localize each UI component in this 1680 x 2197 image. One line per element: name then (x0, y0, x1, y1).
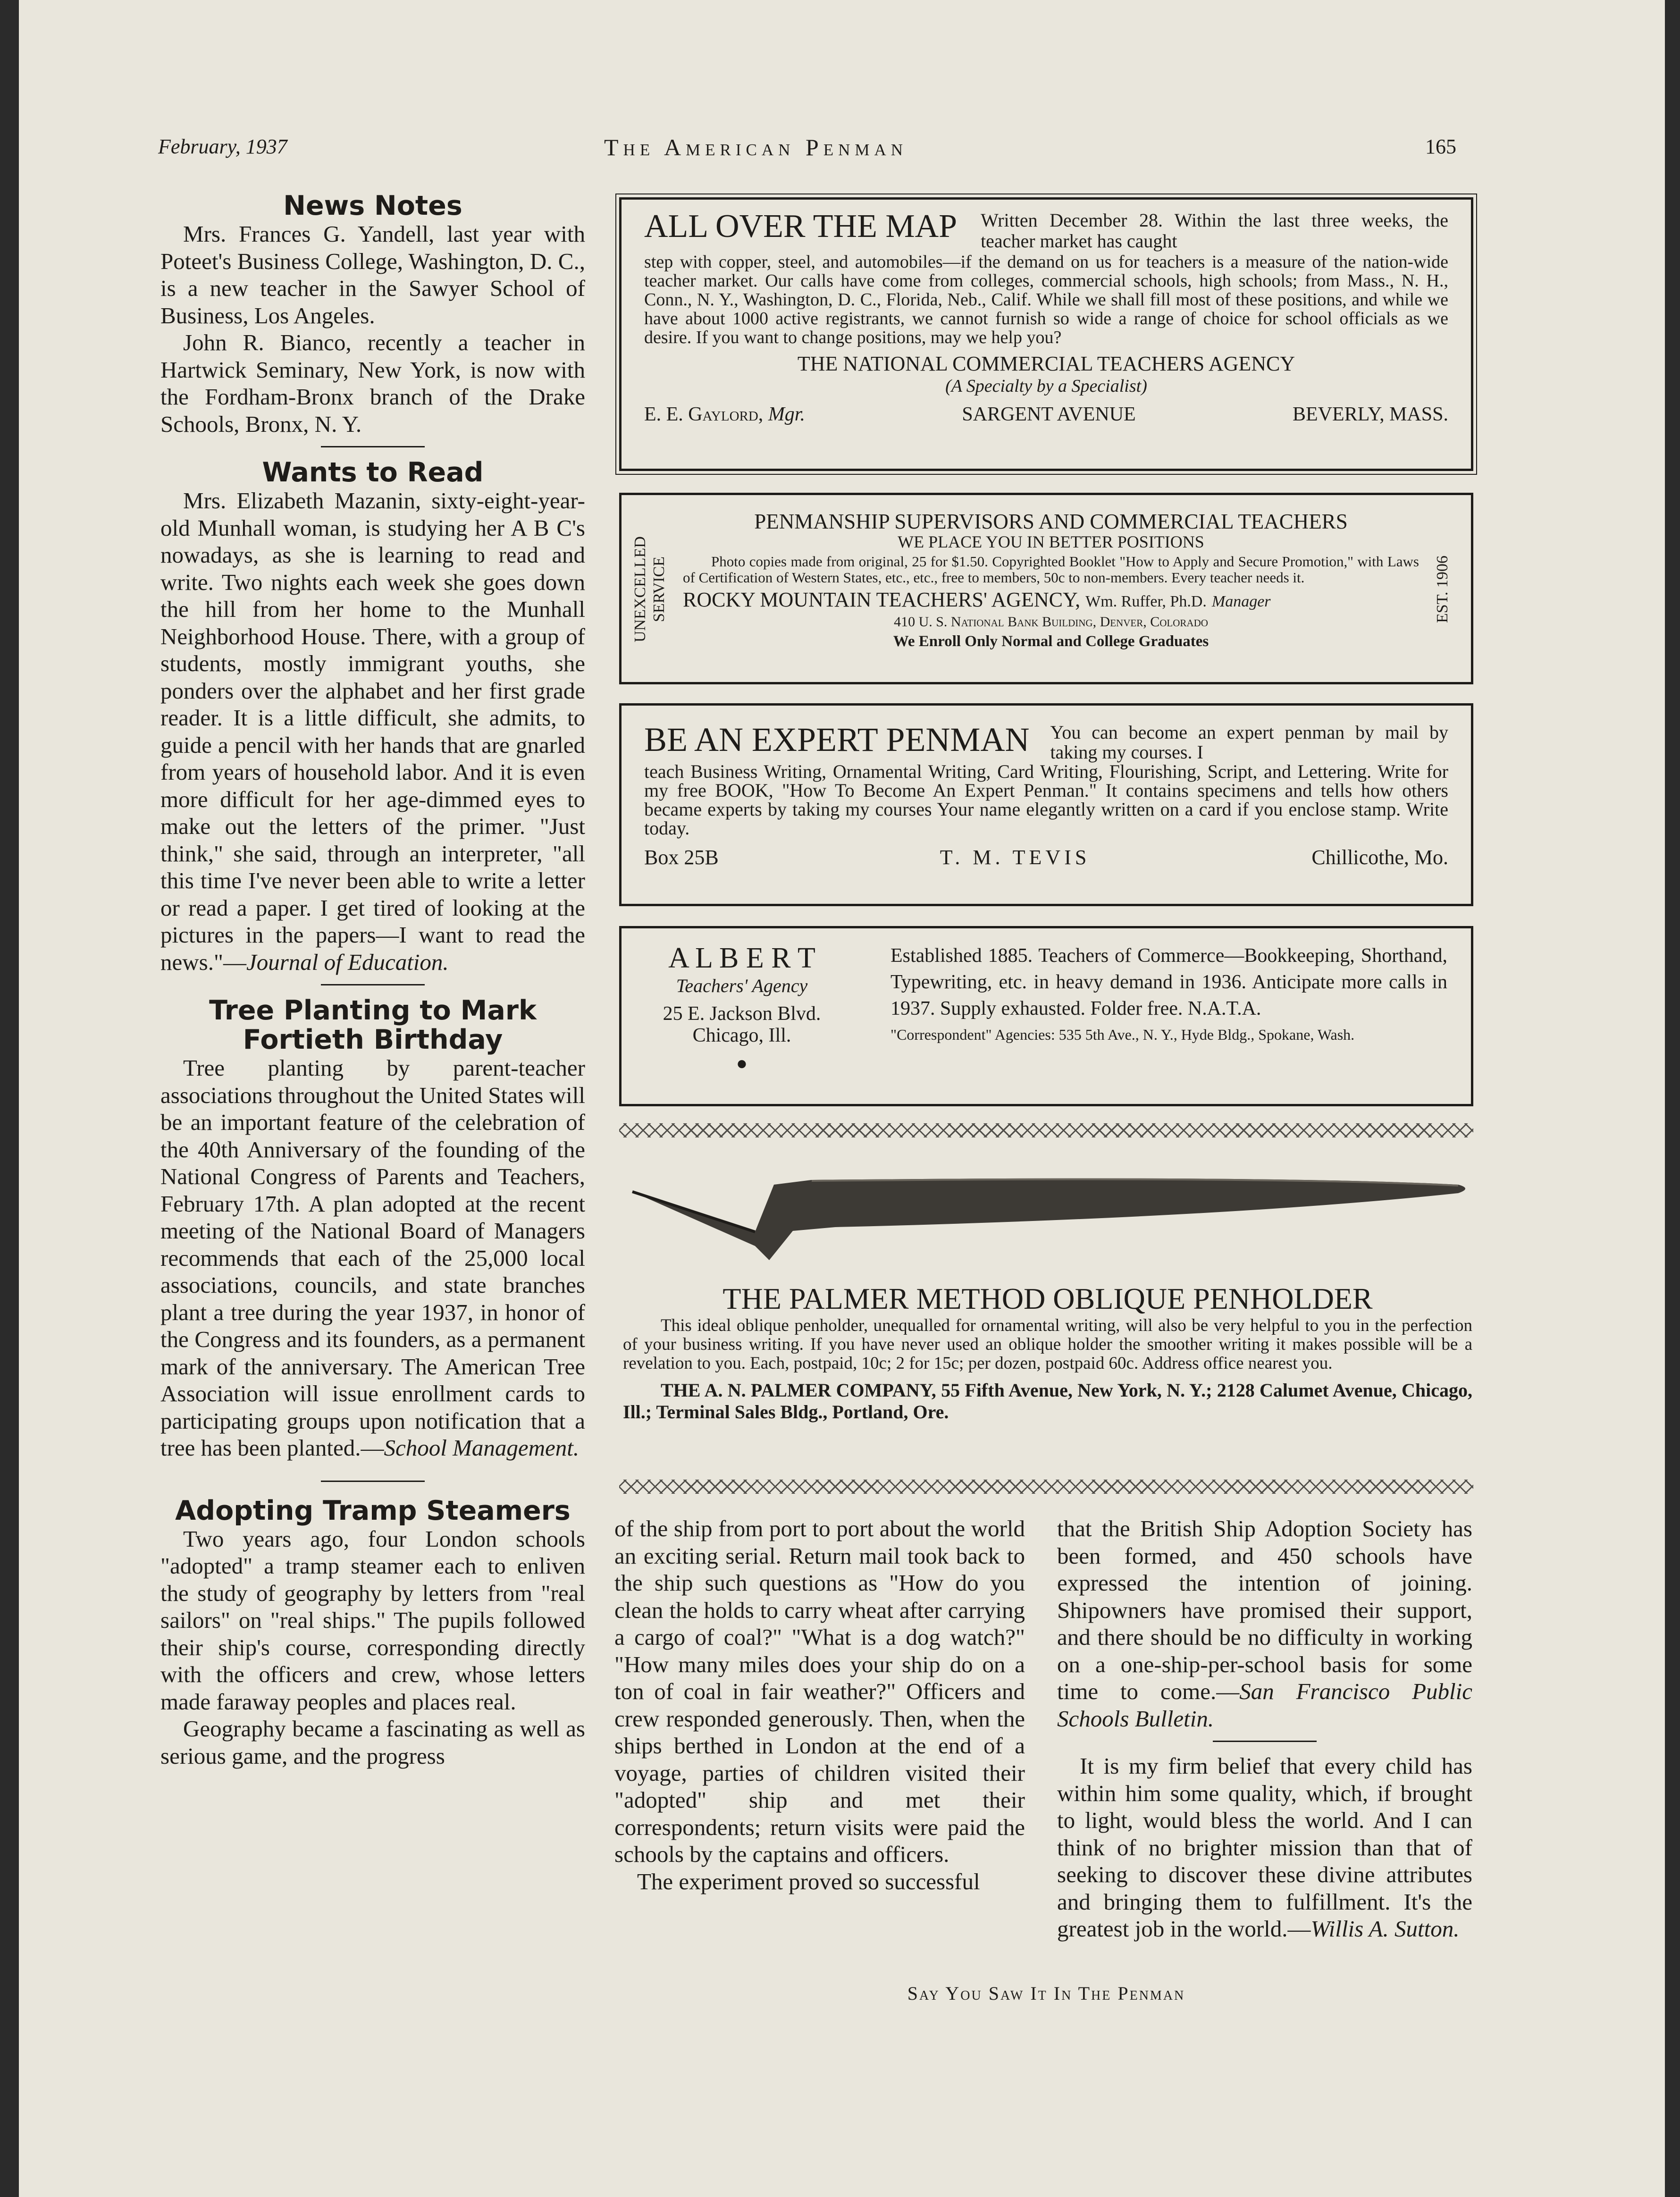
section-divider (321, 446, 425, 447)
tramp-steamers-p1: Two years ago, four London schools "adopted" a tramp steamer each to enliven the study of geography by letters from "real sailors" on "real ships." The pupils followed their ship's course, corresponding directly with the officers and crew, whose letters made faraway peoples and places real. (160, 1525, 585, 1715)
tramp-steamers-continued: of the ship from port to port about the world an exciting serial. Return mail took back to the ship such questions as "How do you clean the holds to carry wheat after carrying a cargo of coal?" "What is a dog watch?" "How many miles does your ship do on a ton of coal in fair weather?" Officers and crew responded generously. Then, when the ships berthed in London at the end of a voyage, parties of children visited their "adopted" ship and met their correspondents; return visits were paid the schools by the captains and officers. (614, 1515, 1025, 1867)
ad-map-body: step with copper, steel, and automobiles—if the demand on us for teachers is a measure of the nation-wide teacher market. Our calls have come from colleges, commercial schools, high schools; from Mass., N. H., Conn., N. Y., Washington, D. C., Florida, Neb., Calif. While we shall fill most of these positions, and while we have about 1000 active registrants, we cannot furnish so wide a range of choice for school officials as we desire. If you want to change positions, may we help you? (644, 252, 1448, 347)
ad-albert-subtitle: Teachers' Agency (676, 975, 808, 996)
section-divider (321, 984, 425, 985)
page-number: 165 (1425, 135, 1456, 158)
ad-albert-address1: 25 E. Jackson Blvd. (663, 1003, 821, 1025)
wants-to-read-body (160, 487, 585, 976)
ad-expert-penman (619, 703, 1473, 906)
news-notes-heading: News Notes (283, 190, 462, 221)
section-divider (321, 1481, 425, 1482)
ad-albert-left (631, 942, 853, 1074)
ad-albert-name: A L B E R T (668, 942, 815, 974)
ad-map-street: SARGENT AVENUE (962, 404, 1136, 425)
ad-tevis-city: Chillicothe, Mo. (1311, 846, 1448, 869)
right-column (1057, 1515, 1472, 1943)
ad-map-lead: Written December 28. Within the last three weeks, the teacher market has caught (981, 210, 1448, 252)
ad-map-manager-title: Mgr. (768, 404, 805, 425)
tramp-steamers-source: San Francisco Public Schools Bulletin. (1057, 1678, 1472, 1732)
left-column (160, 191, 585, 1769)
ad-map-city: BEVERLY, MASS. (1293, 404, 1448, 425)
ad-rocky-side-left: UNEXCELLED SERVICE (631, 536, 668, 643)
ad-rocky-address: 410 U. S. National Bank Building, Denver, Colorado (894, 614, 1208, 630)
ad-rocky-title: PENMANSHIP SUPERVISORS AND COMMERCIAL TEACHERS (754, 510, 1348, 533)
ad-tevis-box: Box 25B (644, 846, 719, 869)
ad-rocky-agency-line (683, 588, 1419, 614)
sutton-quote-text: It is my firm belief that every child has within him some quality, which, if brought to light, would bless the world. And I can think of no brighter mission than that of seeking to discover these divine attributes and bringing them to fulfillment. It's the greatest job in the world.— (1057, 1753, 1472, 1942)
ad-albert-address2: Chicago, Ill. (692, 1025, 791, 1046)
ornamental-wave-rule-bottom (619, 1480, 1473, 1494)
ad-rocky-mountain (619, 493, 1473, 684)
ad-map-top (644, 210, 1448, 252)
tramp-steamers-experiment: The experiment proved so successful (637, 1868, 980, 1894)
ad-rocky-side-right: EST. 1906 (1434, 556, 1451, 623)
wants-to-read-source: Journal of Education. (246, 949, 449, 975)
ad-tevis-lead: You can become an expert penman by mail by taking my courses. I (1050, 722, 1448, 763)
sutton-quote (1057, 1752, 1472, 1943)
ad-rocky-manager-title: Manager (1211, 593, 1271, 610)
ad-rocky-manager: Wm. Ruffer, Ph.D. (1085, 593, 1207, 610)
issue-date: February, 1937 (158, 135, 287, 158)
ad-albert-body: Established 1885. Teachers of Commerce—Bookkeeping, Shorthand, Typewriting, etc. in heavy demand in 1936. Anticipate more calls in 1937. Supply exhausted. Folder free. N.A.T.A. (890, 945, 1447, 1019)
wants-to-read-text: Mrs. Elizabeth Mazanin, sixty-eight-year-old Munhall woman, is studying her A B C's nowadays, as she is learning to read and write. Two nights each week she goes down the hill from her home to the Munhall Neighborhood House. There, with a group of students, mostly immigrant youths, she ponders over the alphabet and her first grade reader. It is a little difficult, she admits, to guide a pencil with her hands that are gnarled from years of household labor. And it is even more difficult for her age-dimmed eyes to make out the letters of the primer. "Just think," she said, through an interpreter, "all this time I've never been able to write a letter or read a paper. I get tired of looking at the pictures in the papers—I want to read the news."— (160, 488, 585, 975)
ad-all-over-the-map (619, 197, 1473, 471)
tree-planting-text: Tree planting by parent-teacher associations throughout the United States will be an important feature of the celebration of the 40th Anniversary of the founding of the National Congress of Parents and Teachers, February 17th. A plan adopted at the recent meeting of the National Board of Managers recommends that each of the 25,000 local associations, councils, and state branches plant a tree during the year 1937, in honor of the Congress and its founders, as a permanent mark of the anniversary. The American Tree Association will issue enrollment cards to participating groups upon notification that a tree has been planted.— (160, 1055, 585, 1461)
ad-albert-right (890, 943, 1447, 1043)
ad-rocky-footer: We Enroll Only Normal and College Graduates (893, 633, 1209, 650)
ad-albert (619, 926, 1473, 1106)
sutton-quote-source: Willis A. Sutton. (1310, 1916, 1460, 1942)
news-note-bianco: John R. Bianco, recently a teacher in Hartwick Seminary, New York, is now with the Fordham-Bronx branch of the Drake Schools, Bronx, N. Y. (160, 329, 585, 437)
tree-planting-source: School Management. (384, 1435, 580, 1461)
journal-title: The American Penman (604, 134, 908, 160)
ad-palmer (623, 1281, 1472, 1423)
tree-planting-body (160, 1054, 585, 1462)
ad-rocky-subtitle: WE PLACE YOU IN BETTER POSITIONS (898, 532, 1204, 551)
tramp-steamers-conclusion-text: that the British Ship Adoption Society has been formed, and 450 schools have expressed the intention of joining. Shipowners have promised their support, and there should be no difficulty in working on a one-ship-per-school basis for some time to come.— (1057, 1515, 1472, 1704)
section-divider (1213, 1741, 1317, 1742)
ad-map-manager: E. E. Gaylord, (644, 404, 764, 425)
ad-palmer-title: THE PALMER METHOD OBLIQUE PENHOLDER (722, 1282, 1373, 1315)
news-note-yandell: Mrs. Frances G. Yandell, last year with Poteet's Business College, Washington, D. C., is a new teacher in the Sawyer School of Business, Los Angeles. (160, 221, 585, 328)
ad-map-title: ALL OVER THE MAP (644, 208, 958, 244)
ad-map-tagline: (A Specialty by a Specialist) (945, 376, 1147, 396)
tramp-steamers-heading: Adopting Tramp Steamers (175, 1495, 571, 1526)
middle-column (614, 1515, 1025, 1895)
ad-map-manager-line (644, 403, 805, 426)
ad-map-footer (644, 403, 1448, 426)
ad-palmer-body: This ideal oblique penholder, unequalled for ornamental writing, will also be very helpful to you in the perfection of your business writing. If you have never used an oblique holder the smoother writing it makes possible will be a revelation to you. Each, postpaid, 10c; 2 for 15c; per dozen, postpaid 60c. Address office nearest you. (623, 1316, 1472, 1373)
ad-rocky-content (683, 510, 1419, 650)
ad-rocky-agency: ROCKY MOUNTAIN TEACHERS' AGENCY, (683, 588, 1081, 611)
ad-tevis-title: BE AN EXPERT PENMAN (644, 721, 1030, 758)
tramp-steamers-conclusion (1057, 1515, 1472, 1732)
ad-tevis-body: teach Business Writing, Ornamental Writing, Card Writing, Flourishing, Script, and Lettering. Write for my free BOOK, "How To Become An Expert Penman." It contains specimens and tells how others became experts by taking my courses Your name elegantly written on a card if you enclose stamp. Write today. (644, 761, 1448, 839)
bullet-icon: ● (736, 1052, 748, 1074)
ad-palmer-address: THE A. N. PALMER COMPANY, 55 Fifth Avenue, New York, N. Y.; 2128 Calumet Avenue, Chicago, Ill.; Terminal Sales Bldg., Portland, Ore. (623, 1380, 1472, 1423)
ad-rocky-body: Photo copies made from original, 25 for $1.50. Copyrighted Booklet "How to Apply and Secure Promotion," with Laws of Certification of Western States, etc., etc., free to members, 50c to non-members. Every teacher needs it. (683, 553, 1419, 586)
ad-albert-correspondent: "Correspondent" Agencies: 535 5th Ave., N. Y., Hyde Bldg., Spokane, Wash. (890, 1026, 1355, 1043)
wants-to-read-heading: Wants to Read (262, 457, 484, 488)
ad-tevis-footer (644, 845, 1448, 869)
ad-tevis-top (644, 723, 1448, 762)
ornamental-wave-rule (619, 1123, 1473, 1137)
page-footer: Say You Saw It In The Penman (907, 1983, 1185, 2004)
tree-planting-heading: Tree Planting to Mark Fortieth Birthday (209, 995, 537, 1055)
oblique-penholder-illustration (613, 1152, 1482, 1274)
ad-map-agency: THE NATIONAL COMMERCIAL TEACHERS AGENCY (797, 352, 1295, 375)
tramp-steamers-p2: Geography became a fascinating as well as serious game, and the progress (160, 1716, 585, 1769)
journal-page (19, 0, 1665, 2197)
ad-tevis-name: T. M. TEVIS (940, 846, 1091, 869)
